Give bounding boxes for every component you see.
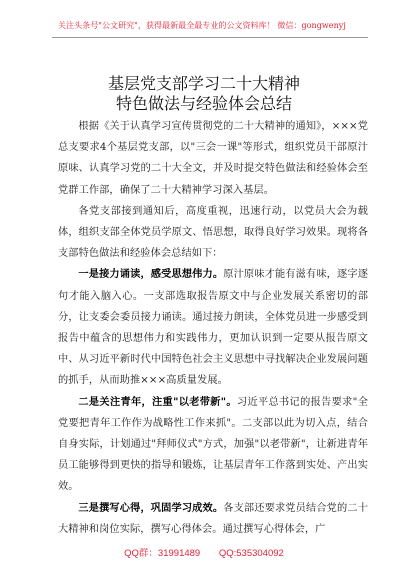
paragraph-5 [58, 498, 368, 540]
paragraph-3 [58, 264, 368, 391]
paragraph-4 [58, 392, 368, 498]
paragraph-text: 各支部还要求党员结合党的二十大精神和岗位实际，撰写心得体会。通过撰写心得体会，广 [58, 502, 368, 535]
paragraph-2 [58, 201, 368, 265]
document-title-line2: 特色做法与经验体会总结 [115, 94, 292, 113]
paragraph-lead: 二是关注青年，注重"以老带新"。 [78, 395, 237, 408]
footer-qq: QQ:535304092 [218, 548, 284, 559]
footer-contact [0, 548, 408, 560]
paragraph-text: 各党支部接到通知后，高度重视，迅速行动，以党员大会为载体，组织支部全体党员学原文、悟思想，取得良好学习效果。现将各支部特色做法和经验体会总结如下： [58, 205, 368, 260]
paragraph-text: 习近平总书记的报告要求"全党要把青年工作作为战略性工作来抓"。二支部以此为切入点，结合自身实际，计划通过"拜师仪式"方式，加强"以老带新"，让新进青年员工能够得到更快的指导和锻炼，让基层青年工作落到实处、产出实效。 [58, 396, 368, 493]
footer-qq-group: QQ群：31991489 [124, 548, 201, 559]
paragraph-text: 原汁原味才能有滋有味，逐字逐句才能入脑入心。一支部选取报告原文中与企业发展关系密切的部分，让支委会委员接力诵读。通过接力朗读，全体党员进一步感受到报告中蕴含的思想伟力和实践伟力，更加认识到一定要从报告原文中、从习近平新时代中国特色社会主义思想中寻找解决企业发展问题的抓手，从而助推×××高质量发展。 [58, 269, 368, 387]
paragraph-text: 根据《关于认真学习宣传贯彻党的二十大精神的通知》，×××党总支要求4个基层党支部，以"三会一课"等形式，组织党员干部原汁原味、认真学习党的二十大全文，并及时提交特色做法和经验体会至党群工作部，确保了二十大精神学习深入基层。 [58, 121, 368, 196]
document-title-line1: 基层党支部学习二十大精神 [107, 74, 300, 93]
header-banner [58, 20, 358, 32]
paragraph-lead: 一是接力诵读，感受思想伟力。 [78, 268, 224, 281]
paragraph-1 [58, 116, 368, 201]
header-banner-text: 关注头条号"公文研究"，获得最新最全最专业的公文资料库！ 微信：gongwenyj [58, 21, 346, 30]
paragraph-lead: 三是撰写心得，巩固学习成效。 [78, 501, 224, 514]
document-body [58, 116, 368, 540]
header-divider [52, 37, 368, 38]
